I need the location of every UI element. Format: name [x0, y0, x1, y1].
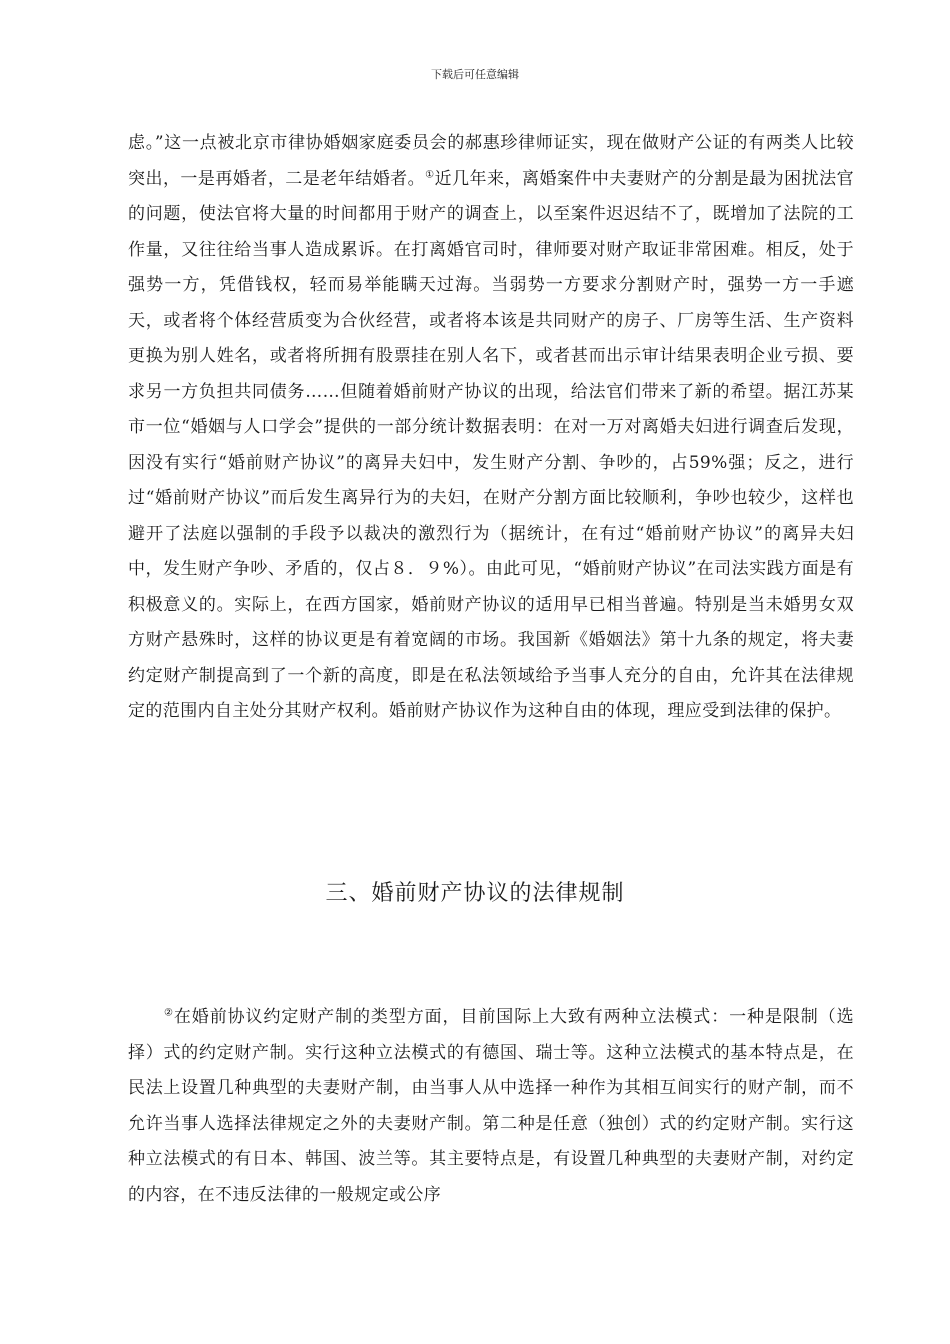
paragraph-1-text-b: 近几年来，离婚案件中夫妻财产的分割是最为困扰法官的问题，使法官将大量的时间都用于财产的调查上，以至案件迟迟结不了，既增加了法院的工作量，又往往给当事人造成累诉。在打离婚官司时，律师要对财产取证非常困难。相反，处于强势一方，凭借钱权，轻而易举能瞒天过海。当弱势一方要求分割财产时，强势一方一手遮天，或者将个体经营质变为合伙经营，或者将本该是共同财产的房子、厂房等生活、生产资料更换为别人姓名，或者将所拥有股票挂在别人名下，或者甚而出示审计结果表明企业亏损、要求另一方负担共同债务……但随着婚前财产协议的出现，给法官们带来了新的希望。据江苏某市一位“婚姻与人口学会”提供的一部分统计数据表明：在对一万对离婚夫妇进行调查后发现，因没有实行“婚前财产协议”的离异夫妇中，发生财产分割、争吵的，占59%强；反之，进行过“婚前财产协议”而后发生离异行为的夫妇，在财产分割方面比较顺利，争吵也较少，这样也避开了法庭以强制的手段予以裁决的激烈行为（据统计，在有过“婚前财产协议”的离异夫妇中，发生财产争吵、矛盾的，仅占８．９%）。由此可见，“婚前财产协议”在司法实践方面是有积极意义的。实际上，在西方国家，婚前财产协议的适用早已相当普遍。特别是当未婚男女双方财产悬殊时，这样的协议更是有着宽阔的市场。我国新《婚姻法》第十九条的规定，将夫妻约定财产制提高到了一个新的高度，即是在私法领域给予当事人充分的自由，允许其在法律规定的范围内自主处分其财产权利。婚前财产协议作为这种自由的体现，理应受到法律的保护。	[128, 168, 854, 721]
section-heading: 三、婚前财产协议的法律规制	[325, 881, 625, 906]
body-paragraph-1	[128, 126, 854, 730]
paragraph-2-text: 在婚前协议约定财产制的类型方面，目前国际上大致有两种立法模式：一种是限制（选择）式的约定财产制。实行这种立法模式的有德国、瑞士等。这种立法模式的基本特点是，在民法上设置几种典型的夫妻财产制，由当事人从中选择一种作为其相互间实行的财产制，而不允许当事人选择法律规定之外的夫妻财产制。第二种是任意（独创）式的约定财产制。实行这种立法模式的有日本、韩国、波兰等。其主要特点是，有设置几种典型的夫妻财产制，对约定的内容，在不违反法律的一般规定或公序	[128, 1007, 854, 1205]
page-header: 下载后可任意编辑	[431, 68, 519, 81]
footnote-marker-2: ②	[164, 1007, 174, 1019]
footnote-marker-1: ①	[425, 168, 435, 180]
paragraph-1-text-a: 虑。”这一点被北京市律协婚姻家庭委员会的郝惠珍律师证实，现在做财产公证的有两类人比较突出，一是再婚者，二是老年结婚者。	[128, 133, 854, 189]
body-paragraph-2	[128, 1000, 854, 1213]
